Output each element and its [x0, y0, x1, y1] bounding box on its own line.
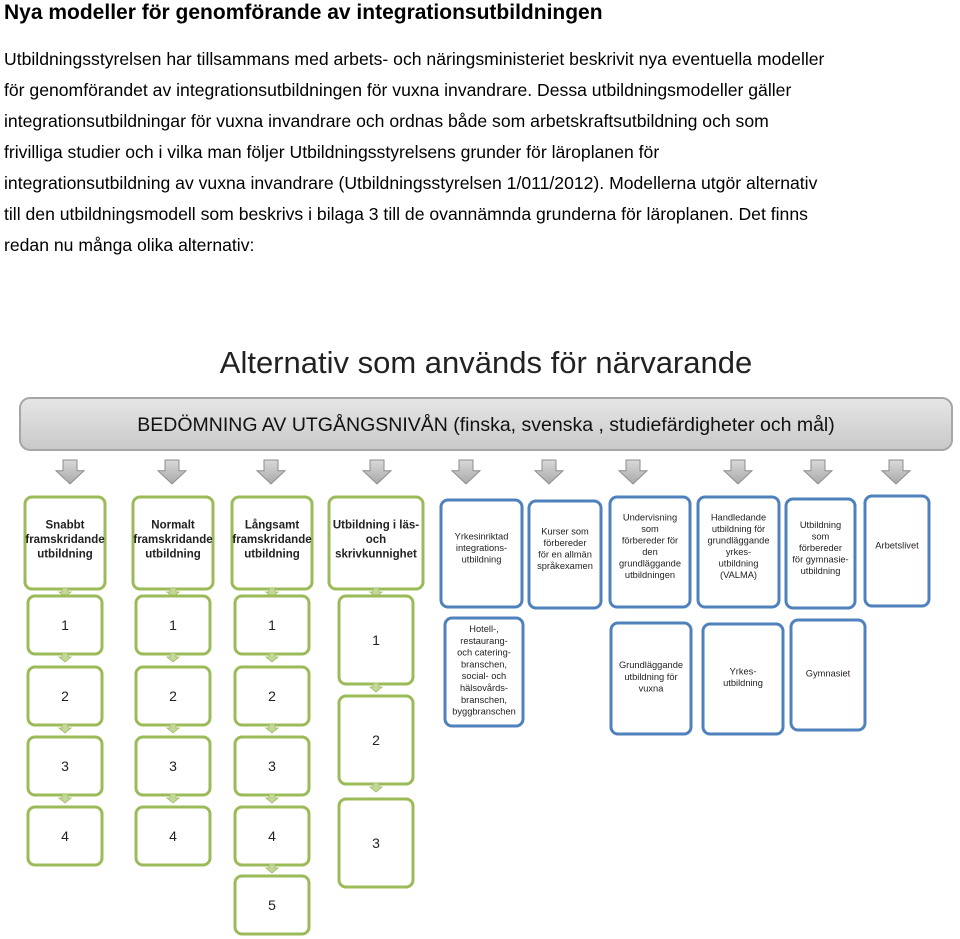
track-header-label-line: utbildning — [244, 548, 300, 561]
blue-option-label-line: integrations- — [455, 542, 508, 553]
page-heading: Nya modeller för genomförande av integrationsutbildningen — [4, 1, 603, 24]
blue-option-box — [865, 496, 929, 606]
diagram-title: Alternativ som används för närvarande — [219, 345, 753, 380]
paragraph-line: Utbildningsstyrelsen har tillsammans med arbets- och näringsministeriet beskrivit nya eventuella modeller — [4, 49, 825, 69]
down-arrow — [882, 460, 910, 484]
track-header-label-line: framskridande — [232, 534, 312, 547]
down-arrow — [804, 460, 832, 484]
blue-option-label-line: grundläggande — [618, 558, 682, 569]
step-number: 2 — [268, 688, 276, 704]
blue-option-label-line: förbereder — [543, 538, 587, 549]
blue-option-label-line: Utbildning — [799, 519, 842, 530]
blue-option-label-line: grundläggande — [707, 535, 770, 546]
blue-option-label-line: Undervisning — [622, 512, 678, 523]
step-number: 3 — [372, 835, 380, 851]
down-arrow — [257, 460, 285, 484]
blue-option-label-line: utbildning — [461, 554, 502, 565]
track-header-label-line: framskridande — [133, 534, 213, 547]
blue-option-label-line: utbildning för — [711, 524, 766, 535]
track-header-label-line: Långsamt — [244, 519, 300, 532]
paragraph-line: för genomförandet av integrationsutbildningen för vuxna invandrare. Dessa utbildningsmodeller gäller — [4, 80, 792, 100]
down-arrow — [363, 460, 391, 484]
step-number: 2 — [372, 732, 380, 748]
step-number: 4 — [268, 828, 276, 844]
step-number: 4 — [61, 828, 69, 844]
paragraph-line: frivilliga studier och i vilka man följer Utbildningsstyrelsens grunder för läroplanen för — [4, 142, 660, 162]
step-number: 3 — [268, 758, 276, 774]
blue-option-label-line: förbereder — [799, 542, 842, 553]
blue-option-label-line: utbildning för — [624, 671, 678, 682]
blue-option-label — [806, 668, 851, 678]
step-number: 1 — [169, 617, 177, 633]
blue-option-label-line: som — [811, 531, 830, 542]
paragraph-line: till den utbildningsmodell som beskrivs i bilaga 3 till de ovannämnda grunderna för läroplanen. Det finns — [4, 204, 808, 224]
step-number: 1 — [61, 617, 69, 633]
blue-option-label-line: restaurang- — [460, 635, 508, 646]
blue-option-label-line: byggbranschen — [452, 706, 516, 717]
blue-option-label-line: och catering- — [457, 647, 511, 658]
blue-option-label — [792, 520, 848, 576]
blue-option-label-line: för en allmän — [538, 549, 592, 560]
step-number: 1 — [372, 632, 380, 648]
step-number: 5 — [268, 897, 276, 913]
track-header-label-line: utbildning — [37, 548, 93, 561]
down-arrow — [452, 460, 480, 484]
step-number: 2 — [61, 688, 69, 704]
blue-option-label-line: (VALMA) — [719, 570, 758, 581]
blue-option-label — [875, 540, 919, 550]
blue-option-label-line: den — [642, 547, 658, 558]
paragraph-line: integrationsutbildningar för vuxna invandrare och ordnas både som arbetskraftsutbildning och som — [4, 111, 769, 131]
track-header-label-line: utbildning — [145, 548, 201, 561]
down-arrow — [158, 460, 186, 484]
blue-option-label-line: Gymnasiet — [805, 668, 851, 679]
track-header-label-line: Normalt — [151, 519, 195, 532]
paragraph-line: integrationsutbildning av vuxna invandrare (Utbildningsstyrelsen 1/011/2012). Modellerna utgör alternativ — [4, 173, 818, 193]
step-number: 3 — [169, 758, 177, 774]
blue-option-label-line: Kurser som — [541, 526, 589, 537]
step-number: 1 — [268, 617, 276, 633]
down-arrow — [56, 460, 84, 484]
blue-option-label-line: Yrkesinriktad — [454, 531, 509, 542]
down-arrow — [535, 460, 563, 484]
blue-option-label — [537, 527, 593, 572]
blue-option-label-line: yrkes- — [725, 547, 752, 558]
blue-option-label-line: branschen, — [461, 694, 507, 705]
blue-option-label-line: social- och — [461, 671, 507, 682]
track-header-label-line: Snabbt — [45, 519, 85, 532]
track-header-label-line: skrivkunnighet — [335, 548, 417, 561]
blue-option-label-line: utbildning — [800, 565, 841, 576]
blue-option-label-line: som — [641, 524, 659, 535]
blue-option-label-line: utbildning — [718, 558, 759, 569]
step-number: 4 — [169, 828, 177, 844]
assessment-banner-label: BEDÖMNING AV UTGÅNGSNIVÅN (finska, svenska , studiefärdigheter och mål) — [137, 414, 835, 436]
step-number: 3 — [61, 758, 69, 774]
blue-option-label-line: för gymnasie- — [792, 554, 849, 565]
down-arrow — [724, 460, 752, 484]
track-header-label-line: framskridande — [25, 534, 105, 547]
blue-option-label-line: Handledande — [710, 512, 767, 523]
blue-option-label-line: Yrkes- — [729, 666, 757, 677]
blue-option-label-line: vuxna — [638, 683, 664, 694]
blue-option-label-line: Hotell-, — [469, 623, 499, 634]
blue-option-label-line: utbildningen — [624, 570, 676, 581]
paragraph-line: redan nu många olika alternativ: — [4, 235, 255, 255]
blue-option-label-line: språkexamen — [537, 561, 593, 572]
down-arrow — [619, 460, 647, 484]
blue-option-label-line: hälsovårds- — [459, 682, 509, 693]
track-header-label-line: Utbildning i läs- — [332, 519, 420, 532]
blue-option-label-line: Grundläggande — [618, 659, 684, 670]
blue-option-label-line: utbildning — [723, 678, 763, 689]
blue-option-label-line: Arbetslivet — [875, 540, 919, 551]
blue-option-label-line: branschen, — [461, 659, 507, 670]
track-header-label-line: och — [365, 534, 387, 547]
blue-option-label — [455, 531, 509, 564]
step-number: 2 — [169, 688, 177, 704]
blue-option-label-line: förbereder för — [621, 535, 679, 546]
